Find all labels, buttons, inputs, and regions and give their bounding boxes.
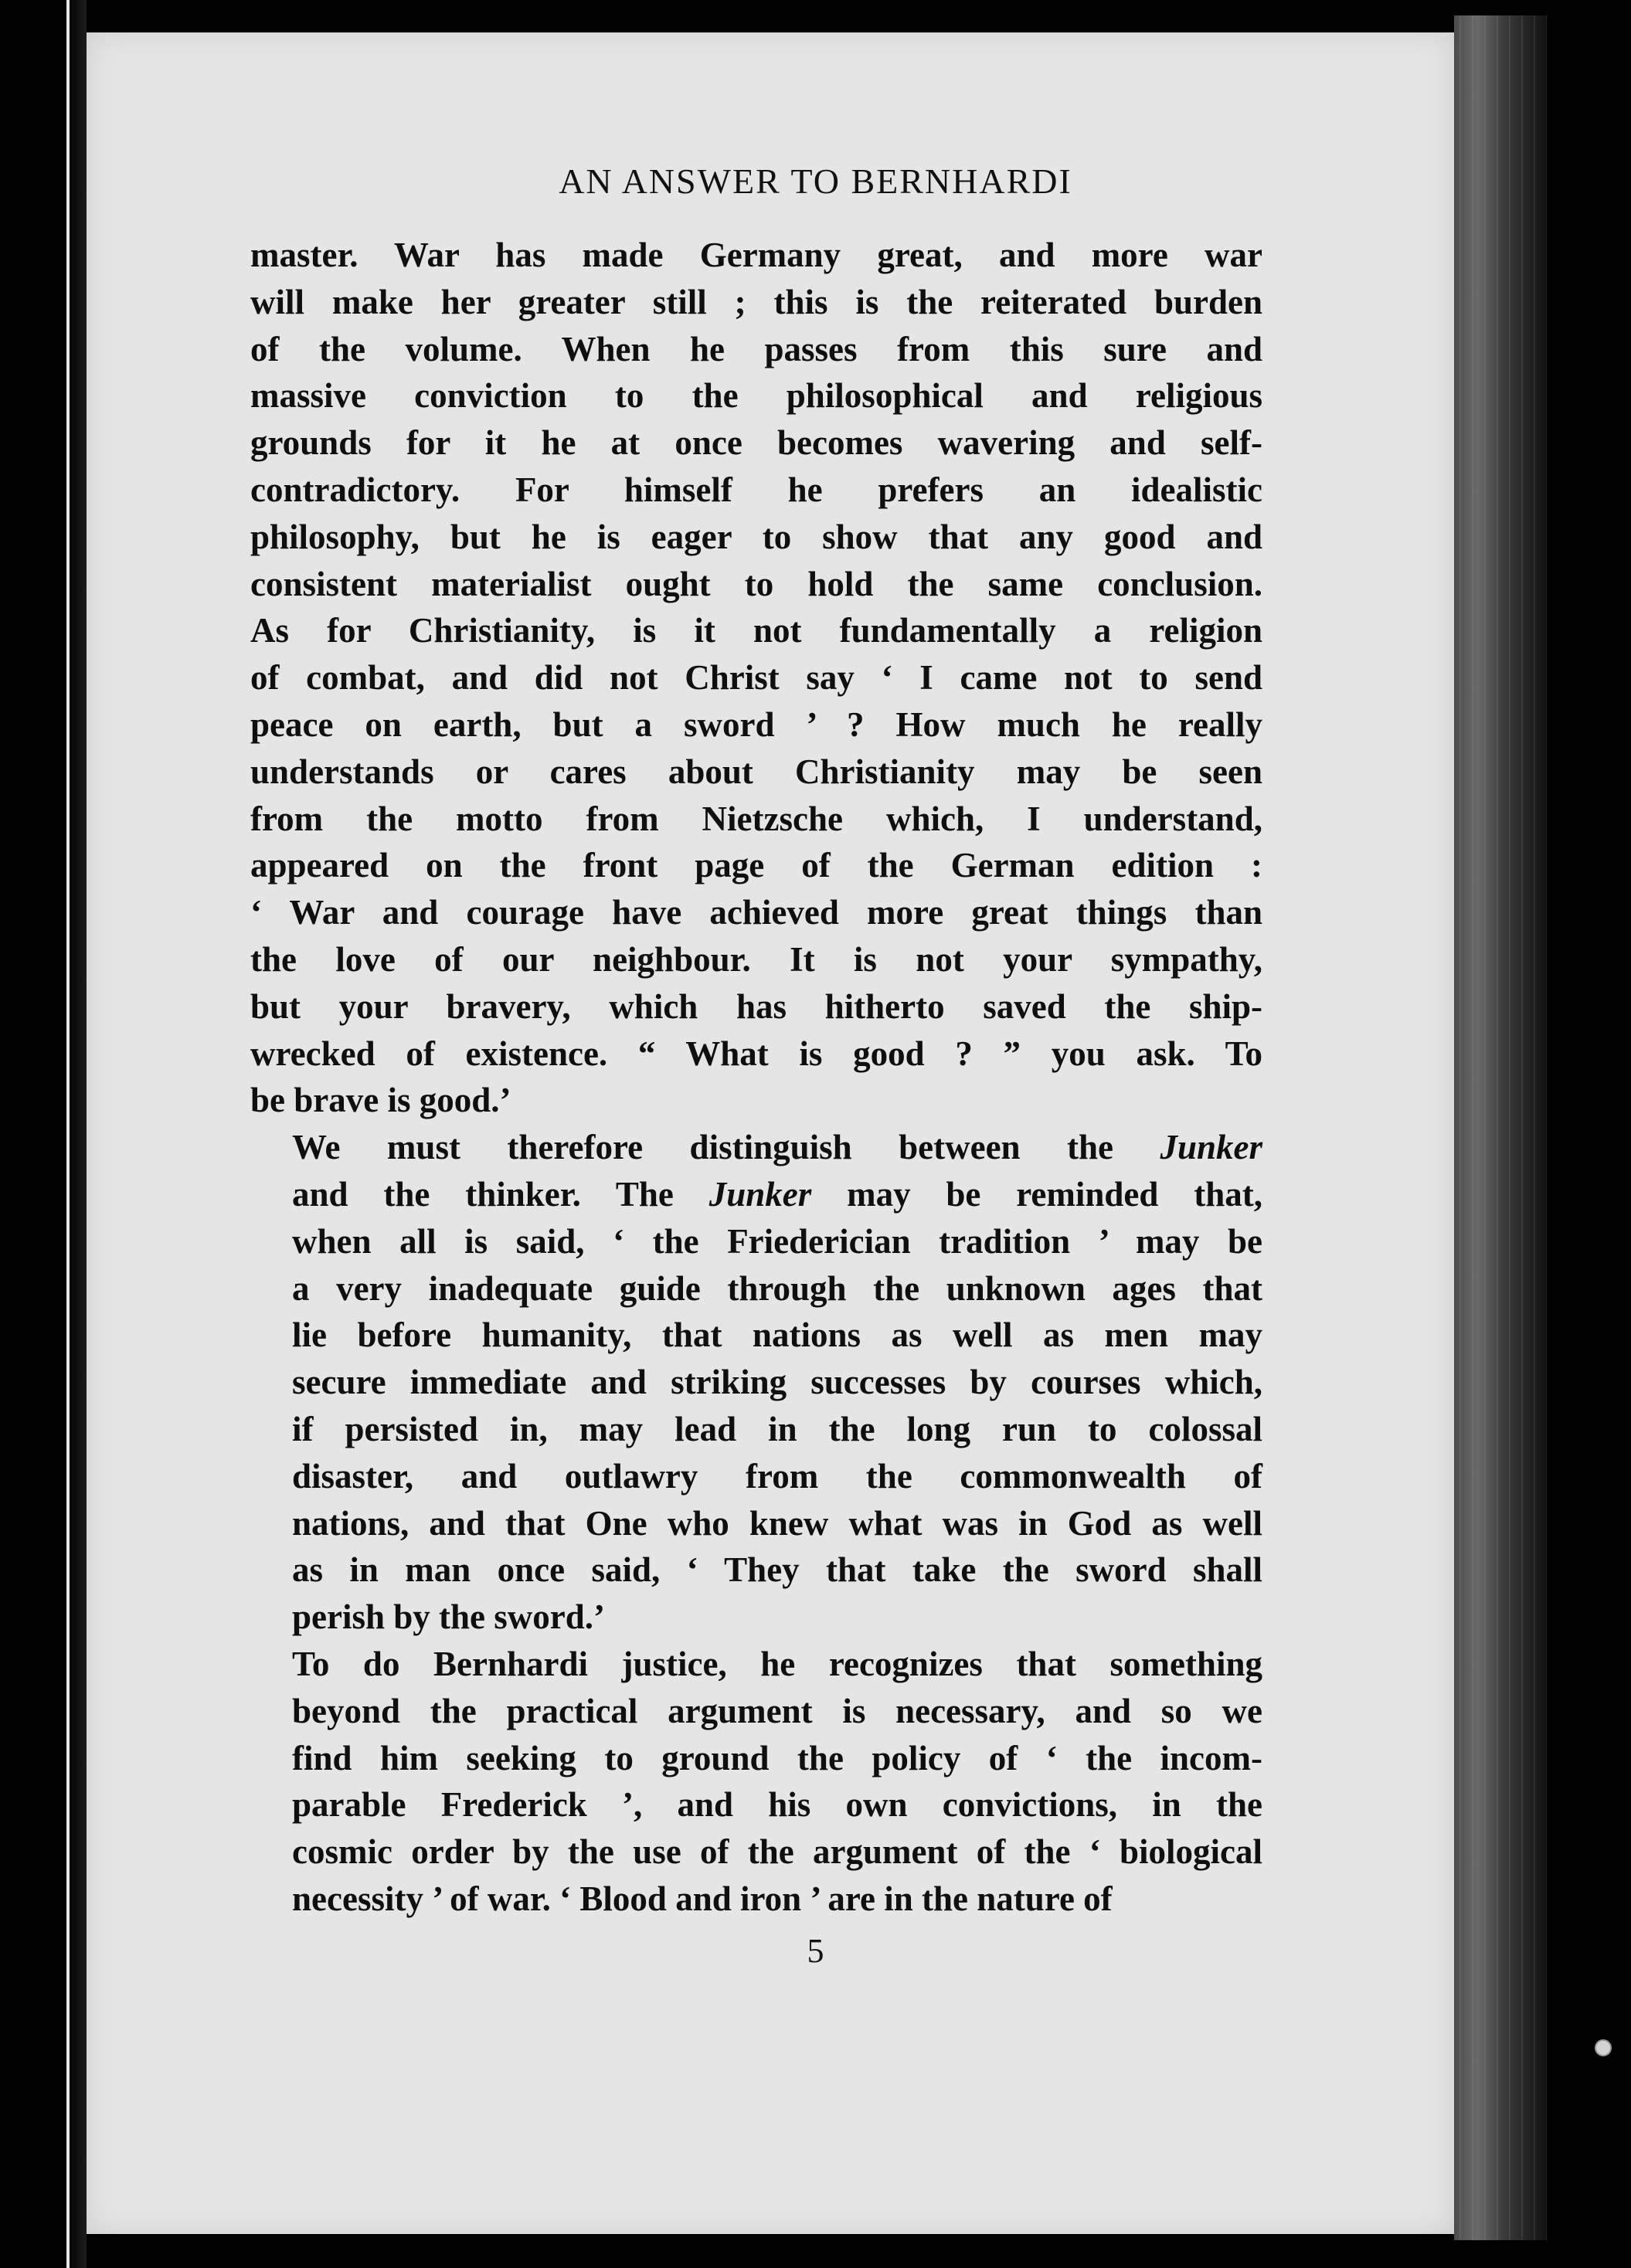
text-line: be brave is good.’ [250,1081,511,1120]
text-line: philosophy, but he is eager to show that any good and [250,517,1262,556]
paragraph [250,1641,1262,1923]
text-line: as in man once said, ‘ They that take the sword shall [292,1550,1262,1590]
text-line: beyond the practical argument is necessary, and so we [292,1691,1262,1730]
text-line: when all is said, ‘ the Friederician tradition ’ may be [292,1221,1262,1261]
text-line: lie before humanity, that nations as well as men may [292,1316,1262,1355]
text-line: but your bravery, which has hitherto saved the ship- [250,986,1262,1026]
text-line: appeared on the front page of the German edition : [250,846,1262,885]
text-line: and the thinker. The Junker may be reminded that, [292,1174,1262,1214]
text-line: disaster, and outlawry from the commonwealth of [292,1456,1262,1496]
text-line: of combat, and did not Christ say ‘ I came not to send [250,658,1262,698]
text-line: wrecked of existence. “ What is good ? ” you ask. To [250,1034,1262,1073]
left-page-edge [66,0,70,2268]
text-line: will make her greater still ; this is the reiterated burden [250,282,1262,321]
text-line: consistent materialist ought to hold the same conclusion. [250,564,1262,603]
text-line: grounds for it he at once becomes wavering and self- [250,423,1262,463]
text-line: peace on earth, but a sword ’ ? How much he really [250,705,1262,744]
scan-artifact [1595,2039,1612,2056]
body-text [250,232,1262,1923]
text-line: find him seeking to ground the policy of ‘ the incom- [292,1738,1262,1777]
text-line: nations, and that One who knew what was in God as well [292,1503,1262,1543]
text-line: of the volume. When he passes from this sure and [250,329,1262,368]
text-line: To do Bernhardi justice, he recognizes that something [292,1644,1262,1683]
paragraph [250,1124,1262,1641]
text-line: We must therefore distinguish between the Junker [292,1128,1262,1167]
text-line: As for Christianity, is it not fundamentally a religion [250,611,1262,650]
text-line: necessity ’ of war. ‘ Blood and iron ’ are in the nature of [292,1879,1113,1918]
left-page-shadow [0,0,87,2268]
text-line: perish by the sword.’ [292,1597,606,1637]
text-line: master. War has made Germany great, and more war [250,236,1262,274]
text-line: contradictory. For himself he prefers an idealistic [250,470,1262,509]
text-line: a very inadequate guide through the unknown ages that [292,1268,1262,1308]
paragraph [250,232,1262,1124]
text-line: cosmic order by the use of the argument of the ‘ biological [292,1832,1262,1872]
text-line: the love of our neighbour. It is not your sympathy, [250,939,1262,979]
text-line: massive conviction to the philosophical and religious [250,376,1262,416]
page-number: 5 [807,1932,824,1970]
text-line: ‘ War and courage have achieved more great things than [250,893,1262,932]
text-line: parable Frederick ’, and his own convictions, in the [292,1785,1262,1825]
book-spine-texture [1454,15,1547,2240]
text-line: from the motto from Nietzsche which, I understand, [250,799,1262,838]
text-line: if persisted in, may lead in the long run to colossal [292,1409,1262,1448]
text-line: understands or cares about Christianity may be seen [250,752,1262,791]
text-line: secure immediate and striking successes by courses which, [292,1363,1262,1402]
running-head: AN ANSWER TO BERNHARDI [559,161,1072,201]
